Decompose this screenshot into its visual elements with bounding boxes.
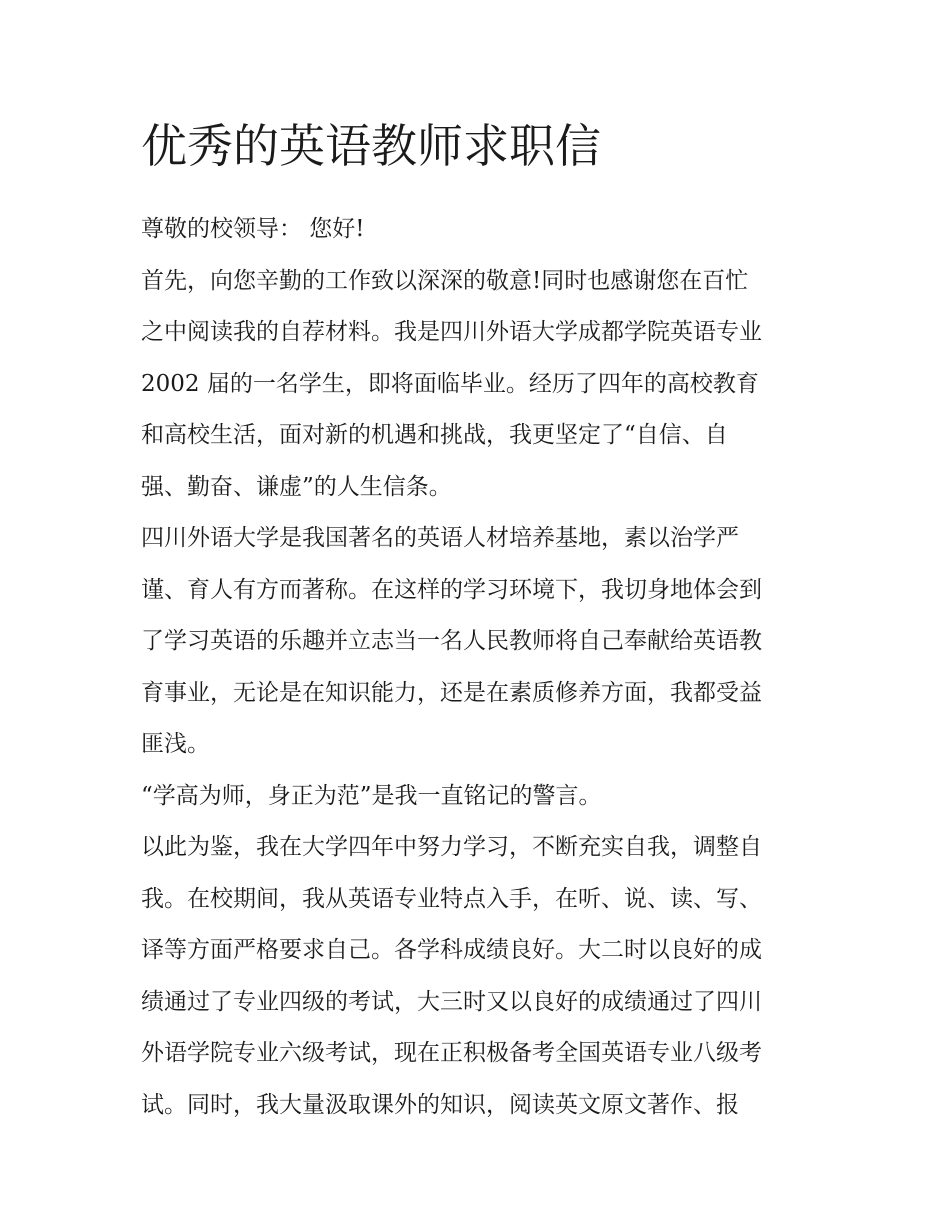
text-line: 匪浅。 xyxy=(141,731,210,757)
paragraph-university xyxy=(141,513,816,771)
text-line: 谨、育人有方而著称。在这样的学习环境下，我切身地体会到 xyxy=(141,576,762,603)
paragraph-study xyxy=(141,822,816,1131)
text-line: 译等方面严格要求自己。各学科成绩良好。大二时以良好的成 xyxy=(141,937,762,963)
text-line: 育事业，无论是在知识能力，还是在素质修养方面，我都受益 xyxy=(141,679,762,706)
text-line: 2002 届的一名学生，即将面临毕业。经历了四年的高校教育 xyxy=(141,370,759,397)
text-line: 尊敬的校领导： 您好! xyxy=(141,216,365,242)
text-line: 外语学院专业六级考试，现在正积极备考全国英语专业八级考 xyxy=(141,1040,762,1066)
text-line: 试。同时，我大量汲取课外的知识，阅读英文原文著作、报 xyxy=(141,1091,739,1118)
text-line: “学高为师，身正为范”是我一直铭记的警言。 xyxy=(141,782,602,809)
text-line: 以此为鉴，我在大学四年中努力学习，不断充实自我，调整自 xyxy=(141,834,762,860)
text-line: 四川外语大学是我国著名的英语人材培养基地，素以治学严 xyxy=(141,525,739,551)
text-line: 强、勤奋、谦虚”的人生信条。 xyxy=(141,473,452,500)
text-line: 我。在校期间，我从英语专业特点入手，在听、说、读、写、 xyxy=(141,885,762,912)
text-line: 了学习英语的乐趣并立志当一名人民教师将自己奉献给英语教 xyxy=(141,628,762,654)
document-body xyxy=(141,112,816,1131)
text-line: 之中阅读我的自荐材料。我是四川外语大学成都学院英语专业 xyxy=(141,319,762,345)
paragraph-greeting xyxy=(141,204,816,256)
text-line: 绩通过了专业四级的考试，大三时又以良好的成绩通过了四川 xyxy=(141,988,762,1015)
document-title: 优秀的英语教师求职信 xyxy=(141,119,601,173)
text-line: 和高校生活，面对新的机遇和挑战，我更坚定了“自信、自 xyxy=(141,422,728,448)
text-line: 首先，向您辛勤的工作致以深深的敬意!同时也感谢您在百忙 xyxy=(141,267,749,294)
paragraph-introduction xyxy=(141,256,816,514)
paragraph-motto xyxy=(141,771,816,823)
